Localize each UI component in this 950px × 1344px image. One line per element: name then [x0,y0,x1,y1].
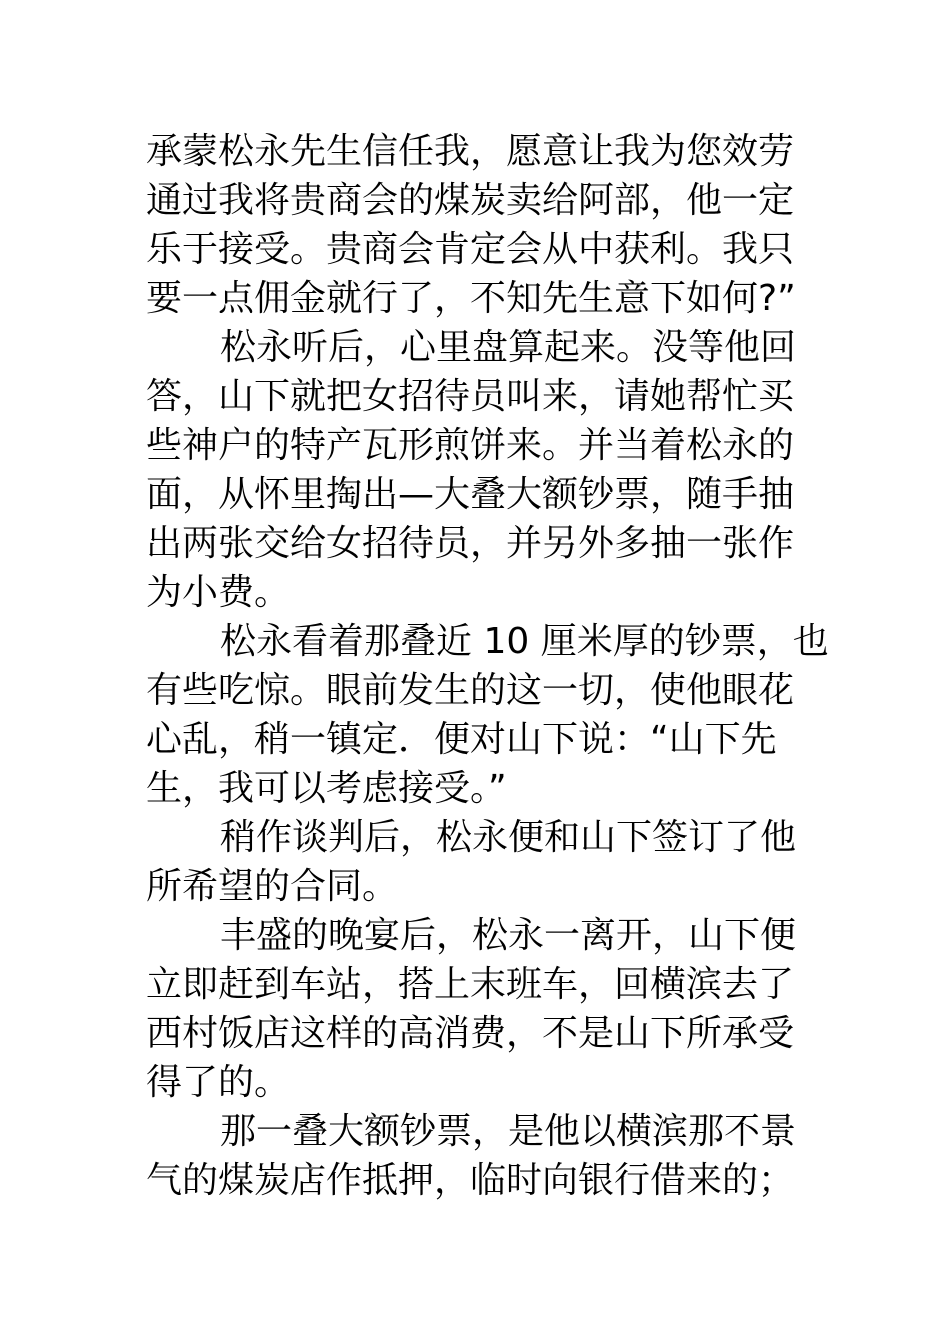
text-line: 要一点佣金就行了，不知先生意下如何?” [146,278,796,319]
text-line: 心乱，稍一镇定．便对山下说：“山下先 [146,719,777,760]
text-line: 乐于接受。贵商会肯定会从中获利。我只 [146,229,795,270]
paragraph-start-line: 松永听后，心里盘算起来。没等他回 [220,327,797,368]
text-line: 有些吃惊。眼前发生的这一切，使他眼花 [146,670,795,711]
text-line: 所希望的合同。 [146,866,399,907]
paragraph-start-line: 那一叠大额钞票，是他以横滨那不景 [220,1111,797,1152]
paragraph-start-line: 稍作谈判后，松永便和山下签订了他 [220,817,797,858]
text-line: 通过我将贵商会的煤炭卖给阿部，他一定 [146,180,795,221]
text-line: 为小费。 [146,572,291,613]
text-line: 些神户的特产瓦形煎饼来。并当着松永的 [146,425,795,466]
text-line: 承蒙松永先生信任我，愿意让我为您效劳 [146,131,795,172]
body-text [146,127,829,1205]
text-line: 西村饭店这样的高消费，不是山下所承受 [146,1013,795,1054]
text-line: 生，我可以考虑接受。” [146,768,507,809]
text-line: 得了的。 [146,1062,291,1103]
text-line: 答，山下就把女招待员叫来，请她帮忙买 [146,376,795,417]
text-line: 气的煤炭店作抵押，临时向银行借来的； [146,1160,795,1201]
text-line: 出两张交给女招待员，并另外多抽一张作 [146,523,795,564]
paragraph-start-line: 松永看着那叠近 10 厘米厚的钞票，也 [220,621,829,662]
text-line: 立即赶到车站，搭上末班车，回横滨去了 [146,964,795,1005]
paragraph-start-line: 丰盛的晚宴后，松永一离开，山下便 [220,915,797,956]
text-line: 面，从怀里掏出—大叠大额钞票，随手抽 [146,474,795,515]
